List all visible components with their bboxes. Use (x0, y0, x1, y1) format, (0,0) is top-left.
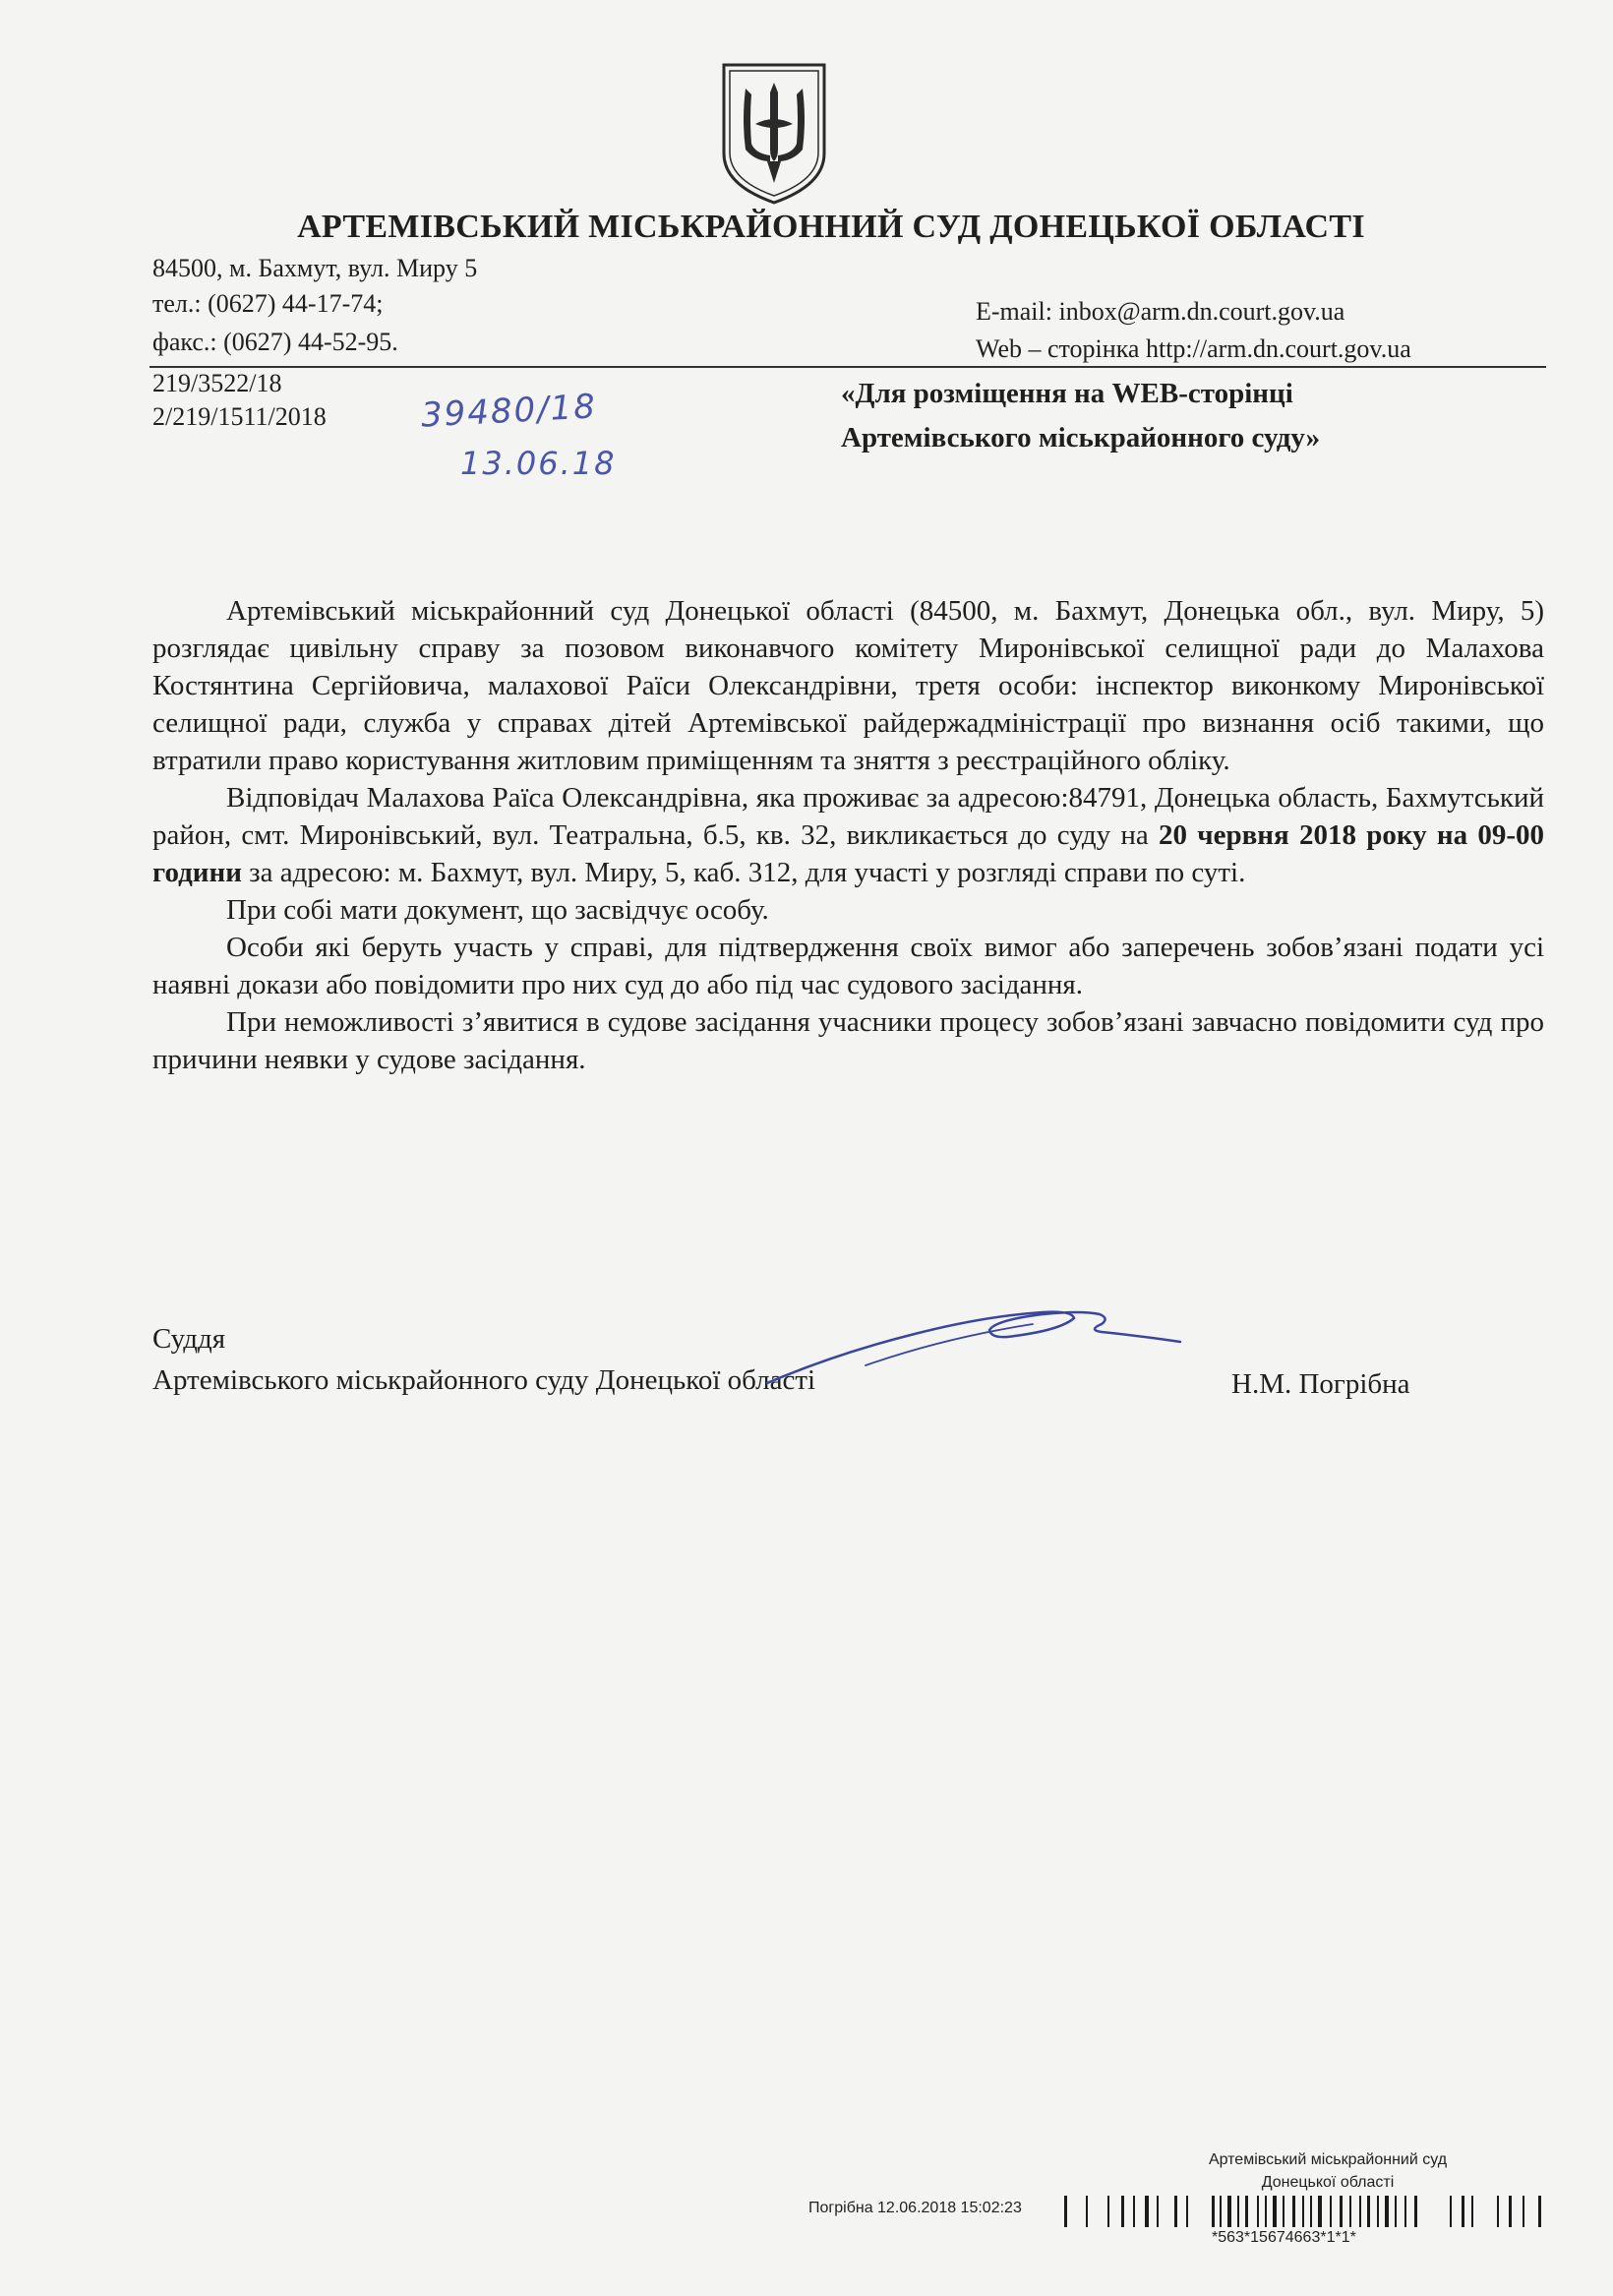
body-paragraph: Особи які беруть участь у справі, для підтвердження своїх вимог або заперечень зобов’язані подати усі наявні докази або повідомити про них суд до або під час судового засідання. (152, 932, 1544, 1000)
registration-stamp (1121, 2148, 1534, 2194)
barcode-number: *563*15674663*1*1* (1212, 2229, 1356, 2246)
body-paragraph: Відповідач Малахова Раїса Олександрівна, яка проживає за адресою:84791, Донецька область, Бахмутський район, смт. Миронівський, вул. Театральна, б.5, кв. 32, викликається до суду на 20 червня 2018 року на 09-00 години за адресою: м. Бахмут, вул. Миру, 5, каб. 312, для участі у розгляді справи по суті. (152, 782, 1544, 888)
court-fax: факс.: (0627) 44-52-95. (152, 328, 398, 356)
court-website: Web – сторінка http://arm.dn.court.gov.ua (976, 334, 1411, 363)
hearing-date: 20 червня 2018 року на 09-00 години (152, 819, 1544, 888)
body-paragraph: При собі мати документ, що засвідчує особу. (226, 894, 769, 926)
court-email: E-mail: inbox@arm.dn.court.gov.ua (976, 297, 1345, 326)
judge-name: Н.М. Погрібна (1231, 1368, 1410, 1400)
stamp-court-line: Донецької області (1261, 2174, 1395, 2191)
court-phone: тел.: (0627) 44-17-74; (152, 289, 384, 318)
barcode (1064, 2196, 1546, 2227)
web-publication-note (841, 372, 1320, 460)
case-number: 219/3522/18 (152, 369, 282, 397)
header-divider (149, 366, 1546, 368)
body-paragraph: Артемівський міськрайонний суд Донецької області (84500, м. Бахмут, Донецька обл., вул. Миру, 5) розглядає цивільну справу за позовом виконавчого комітету Миронівської селищної ради до Малахова Костянтина Сергійовича, малахової Раїси Олександрівни, третя особи: інспектор виконкому Миронівської селищної ради, служба у справах дітей Артемівської райдержадміністрації про визнання осіб такими, що втратили право користування житловим приміщенням та зняття з реєстраційного обліку. (152, 595, 1544, 776)
signature-title: Суддя (152, 1323, 226, 1355)
coat-of-arms-icon (716, 59, 832, 207)
court-name: АРТЕМІВСЬКИЙ МІСЬКРАЙОННИЙ СУД ДОНЕЦЬКОЇ ОБЛАСТІ (297, 209, 1365, 245)
stamp-user-timestamp: Погрібна 12.06.2018 15:02:23 (808, 2200, 1022, 2216)
signature-organization: Артемівського міськрайонного суду Донецької області (152, 1364, 816, 1396)
court-address: 84500, м. Бахмут, вул. Миру 5 (152, 254, 478, 282)
body-paragraph: При неможливості з’явитися в судове засідання учасники процесу зобов’язані завчасно повідомити суд про причини неявки у судове засідання. (152, 1006, 1544, 1075)
handwritten-registration-number: 39480/18 (420, 387, 598, 436)
notice-body (152, 592, 1544, 1078)
handwritten-signature (747, 1297, 1190, 1390)
web-note-line: Артемівського міськрайонного суду» (841, 422, 1321, 453)
proceeding-number: 2/219/1511/2018 (152, 402, 327, 431)
stamp-court-line: Артемівський міськрайонний суд (1208, 2151, 1448, 2168)
web-note-line: «Для розміщення на WEB-сторінці (841, 378, 1293, 409)
handwritten-registration-date: 13.06.18 (460, 445, 617, 482)
